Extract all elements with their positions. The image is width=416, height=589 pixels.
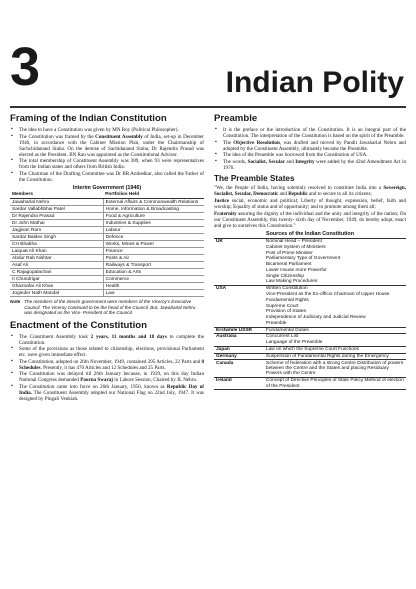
chapter-title: Indian Polity: [225, 66, 404, 99]
header-rule: [10, 106, 406, 108]
feature-cell: Post of Prime Minister: [265, 250, 313, 256]
text-run: social, economic and political; Liberty of thought, expression, belief, faith and worship; Equality of status and of opportunity; and to promote among them all;: [214, 197, 406, 210]
preamble-heading: Preamble: [214, 113, 258, 124]
table-row: [10, 227, 204, 234]
table-row: [10, 234, 204, 241]
interim-note: [10, 299, 204, 315]
bullet-item: [214, 152, 406, 158]
feature-cell: Vice-President as the Ex-officio Chairman of Upper House: [265, 292, 390, 297]
table-row: [214, 360, 406, 378]
country-cell: UK: [214, 238, 264, 244]
interim-table-title: Interim Government (1946): [72, 184, 142, 191]
bold-text: Objective Resolution: [233, 139, 280, 146]
feature-cell: Fundamental Duties: [264, 327, 406, 334]
members-header: Members: [10, 192, 103, 199]
text-run: and: [284, 158, 296, 165]
member-cell: Dr John Mathai: [10, 220, 103, 227]
member-cell: II Chundrigar: [10, 276, 103, 283]
portfolio-cell: External Affairs & Commonwealth Relations: [103, 199, 204, 206]
preamble-paragraph: [214, 211, 406, 229]
preamble-text: [214, 185, 406, 229]
text-run: were added by the 42nd Amendment Act in 1976.: [223, 158, 407, 171]
bold-text: Republic: [288, 190, 308, 197]
feature-cell: Preamble: [265, 320, 287, 326]
preamble-list: [214, 127, 406, 171]
table-row: [10, 290, 204, 297]
text-run: The total membership of Constituent Assembly was 389, when 93 were representatives from the Indian states and others from British India.: [19, 158, 204, 171]
portfolio-cell: Posts & Air: [103, 255, 204, 262]
text-run: The Chairman of the Drafting Committee was Dr BR Ambedkar, also called the Father of the Constitution.: [19, 170, 204, 183]
framing-list: [10, 127, 204, 183]
bullet-item: [10, 158, 204, 170]
country-cell: Canada: [214, 360, 264, 378]
country-cell: Ireland: [214, 378, 264, 390]
bold-text: Republic Day of India.: [19, 383, 205, 396]
country-cell: Australia: [214, 334, 264, 340]
portfolio-cell: Law: [103, 290, 204, 297]
feature-cell: Suspension of Fundamental Rights during the Emergency: [264, 353, 406, 360]
member-cell: Jagjivan Ram: [10, 227, 103, 234]
enactment-heading: Enactment of the Constitution: [10, 319, 147, 331]
feature-cell: Concept of Directive Principles of State Policy Method of election of the President: [264, 378, 406, 390]
country-cell: Japan: [214, 346, 264, 353]
bold-text: 2 years, 11 months and 18 days: [90, 333, 167, 340]
text-run: The Constitution came into force on 26th January, 1950, known as: [19, 383, 167, 390]
bullet-item: [10, 346, 204, 358]
country-cell: Germany: [214, 353, 264, 360]
portfolio-cell: Education & Arts: [103, 269, 204, 276]
bullet-item: [10, 384, 204, 402]
text-run: The Constitution was framed by the: [19, 133, 96, 140]
text-run: The Constituent Assembly adopted our National Flag on 22nd July, 1947. It was designed by Pingali Venkiah.: [19, 389, 204, 402]
table-row: [10, 283, 204, 290]
portfolio-cell: Health: [103, 283, 204, 290]
text-run: The Constituent Assembly took: [19, 333, 91, 340]
feature-cell: Lower House more Powerful: [265, 267, 327, 273]
bold-text: Justice: [214, 197, 229, 204]
portfolio-cell: Labour: [103, 227, 204, 234]
text-run: to complete the Constitution.: [19, 333, 204, 346]
text-run: assuring the dignity of the individual and the unity and integrity of the nation; On our Constituent Assembly, this twenty- sixth day of November, 1949, do hereby adopt, enact and give to ourselves this Constitution.": [214, 210, 406, 229]
text-run: The idea to have a Constitution was given by MN Roy (Political Philosopher).: [19, 127, 179, 133]
member-cell: Sardar Baldev Singh: [10, 234, 103, 241]
member-cell: Asaf Ali: [10, 262, 103, 269]
portfolio-cell: Food & Agriculture: [103, 213, 204, 220]
member-cell: Jawaharlal Nehru: [10, 199, 103, 206]
portfolio-cell: Works, Mines & Power: [103, 241, 204, 248]
text-run: and: [278, 190, 289, 197]
country-cell: USA: [214, 286, 264, 292]
bullet-item: [214, 159, 406, 171]
table-row: [214, 346, 406, 353]
text-run: The words,: [223, 158, 248, 165]
table-row: [10, 255, 204, 262]
portfolios-header: Portfolios Held: [103, 192, 204, 199]
preamble-paragraph: [214, 185, 406, 197]
table-row: [10, 269, 204, 276]
portfolio-cell: Defence: [103, 234, 204, 241]
interim-government-table: [10, 192, 204, 298]
bold-text: Integrity: [295, 158, 315, 165]
member-cell: CH Bhabha: [10, 241, 103, 248]
bullet-item: [10, 134, 204, 158]
bullet-item: [214, 127, 406, 139]
preamble-states-heading: The Preamble States: [214, 173, 295, 183]
sources-table-title: Sources of the Indian Constitution: [265, 230, 355, 237]
table-row: [10, 220, 204, 227]
text-run: , was drafted and moved by Pandit Jawaharlal Nehru and adopted by the Constituent Assembly, ultimately became the Preamble.: [223, 139, 406, 152]
feature-cell: Bicameral Parliament: [265, 262, 312, 268]
table-row: [10, 262, 204, 269]
bold-text: Constituent Assembly: [95, 133, 143, 140]
bold-text: Socialist, Secular: [247, 158, 285, 165]
feature-cell: Provision of States: [265, 309, 306, 315]
text-run: The Constitution, adopted on 26th November, 1949, contained 395 Articles, 22 Parts and: [19, 358, 202, 365]
chapter-number: 3: [10, 37, 41, 97]
text-run: The: [223, 139, 234, 146]
table-row: [214, 327, 406, 334]
table-row: [10, 276, 204, 283]
text-run: of India, set-up in December 1946, in accordance with the Cabinet Mission Plan, under the Chairmanship of Sachchidanand Sinha. On the demise of Sachidanand Sinha, Dr Rajendra Prasad was elected as the President. BN Rau was appointed as the Constitutional Advisor.: [19, 133, 204, 158]
table-row: [214, 378, 406, 390]
text-run: Some of the provisions as those related to citizenship, elections, provisional Parliament etc. were given immediate effect.: [19, 346, 204, 359]
table-row: [10, 241, 204, 248]
preamble-paragraph: [214, 198, 406, 210]
portfolio-cell: Railways & Transport: [103, 262, 204, 269]
member-cell: Dr Rajendra Prasad: [10, 213, 103, 220]
member-cell: Ghaznafar Ali Khan: [10, 283, 103, 290]
feature-cell: Law on which the Supreme Court Functions: [264, 346, 406, 353]
table-row: [10, 248, 204, 255]
text-run: "We, the People of India, having solemnly resolved to constitute India into a: [214, 184, 384, 191]
feature-cell: Fundamental Rights: [265, 297, 309, 303]
bullet-item: [10, 371, 204, 383]
feature-cell: Nominal Head – President: [264, 238, 406, 244]
portfolio-cell: Home, Information & Broadcasting: [103, 206, 204, 213]
table-row: [214, 353, 406, 360]
text-run: The Constitution was delayed till 26th January because, in 1929, on this day Indian National Congress demanded: [19, 371, 204, 384]
member-cell: Laiquat Ali Khan: [10, 248, 103, 255]
bold-text: 8 Schedules: [19, 358, 204, 371]
feature-cell: Parliamentary Type of Government: [265, 256, 341, 262]
text-run: in Lahore Session, Chaired by JL Nehru.: [112, 377, 198, 384]
text-run: It is the preface or the introduction of the Constitution. It is an integral part of the Constitution. The interpretation of the Constitution is based on the spirit of the Preamble.: [223, 127, 406, 139]
note-label: Note: [10, 299, 21, 305]
feature-cell: Concurrent List: [264, 334, 406, 340]
bullet-item: [10, 127, 204, 133]
feature-cell: Scheme of federation with a strong Centre Distribution of powers between the Centre and the States and placing Residuary Powers with the Centre: [264, 360, 406, 378]
portfolio-cell: Commerce: [103, 276, 204, 283]
enactment-list: [10, 334, 204, 402]
feature-cell: Language of the Preamble: [265, 340, 323, 346]
right-column: [214, 112, 406, 390]
feature-cell: Written Constitution: [264, 286, 406, 292]
bold-text: Fraternity: [214, 210, 237, 217]
table-row: [10, 206, 204, 213]
table-row: [10, 199, 204, 206]
table-row: [10, 213, 204, 220]
bullet-item: [10, 359, 204, 371]
feature-cell: Supreme Court: [265, 303, 299, 309]
bullet-item: [214, 140, 406, 152]
framing-heading: Framing of the Indian Constitution: [10, 113, 167, 124]
feature-cell: Cabinet System of Ministers: [265, 244, 326, 250]
member-cell: Joginder Nath Mandal: [10, 290, 103, 297]
text-run: . Presently, it has 470 Articles and 12 Schedules and 25 Parts.: [40, 364, 166, 371]
portfolio-cell: Industries & Supplies: [103, 220, 204, 227]
portfolio-cell: Finance: [103, 248, 204, 255]
feature-cell: Law Making Procedures: [265, 279, 318, 285]
bold-text: Sovereign, Socialist, Secular, Democratic: [214, 184, 406, 197]
bullet-item: [10, 171, 204, 183]
country-cell: Erstwhile USSR: [214, 327, 264, 334]
sources-table: [214, 238, 406, 390]
member-cell: C Rajagopalachari: [10, 269, 103, 276]
feature-cell: Single Citizenship: [265, 273, 305, 279]
member-cell: Sardar Vallabhbhai Patel: [10, 206, 103, 213]
text-run: and to secure to all its citizens;: [307, 190, 372, 197]
member-cell: Abdur Rab Nishtar: [10, 255, 103, 262]
feature-cell: Independence of Judiciary and Judicial Review: [265, 315, 366, 321]
bold-text: Poorna Swaraj: [80, 377, 113, 384]
text-run: The idea of the Preamble was borrowed from the Constitution of USA.: [223, 152, 368, 159]
note-text: The members of the interim government were members of the Viceroy's Executive Council. The Viceroy continued to be the head of the Council. But, Jawaharlal Nehru was designated as the Vice- President of the Council.: [24, 299, 196, 316]
bullet-item: [10, 334, 204, 346]
left-column: [10, 112, 204, 403]
